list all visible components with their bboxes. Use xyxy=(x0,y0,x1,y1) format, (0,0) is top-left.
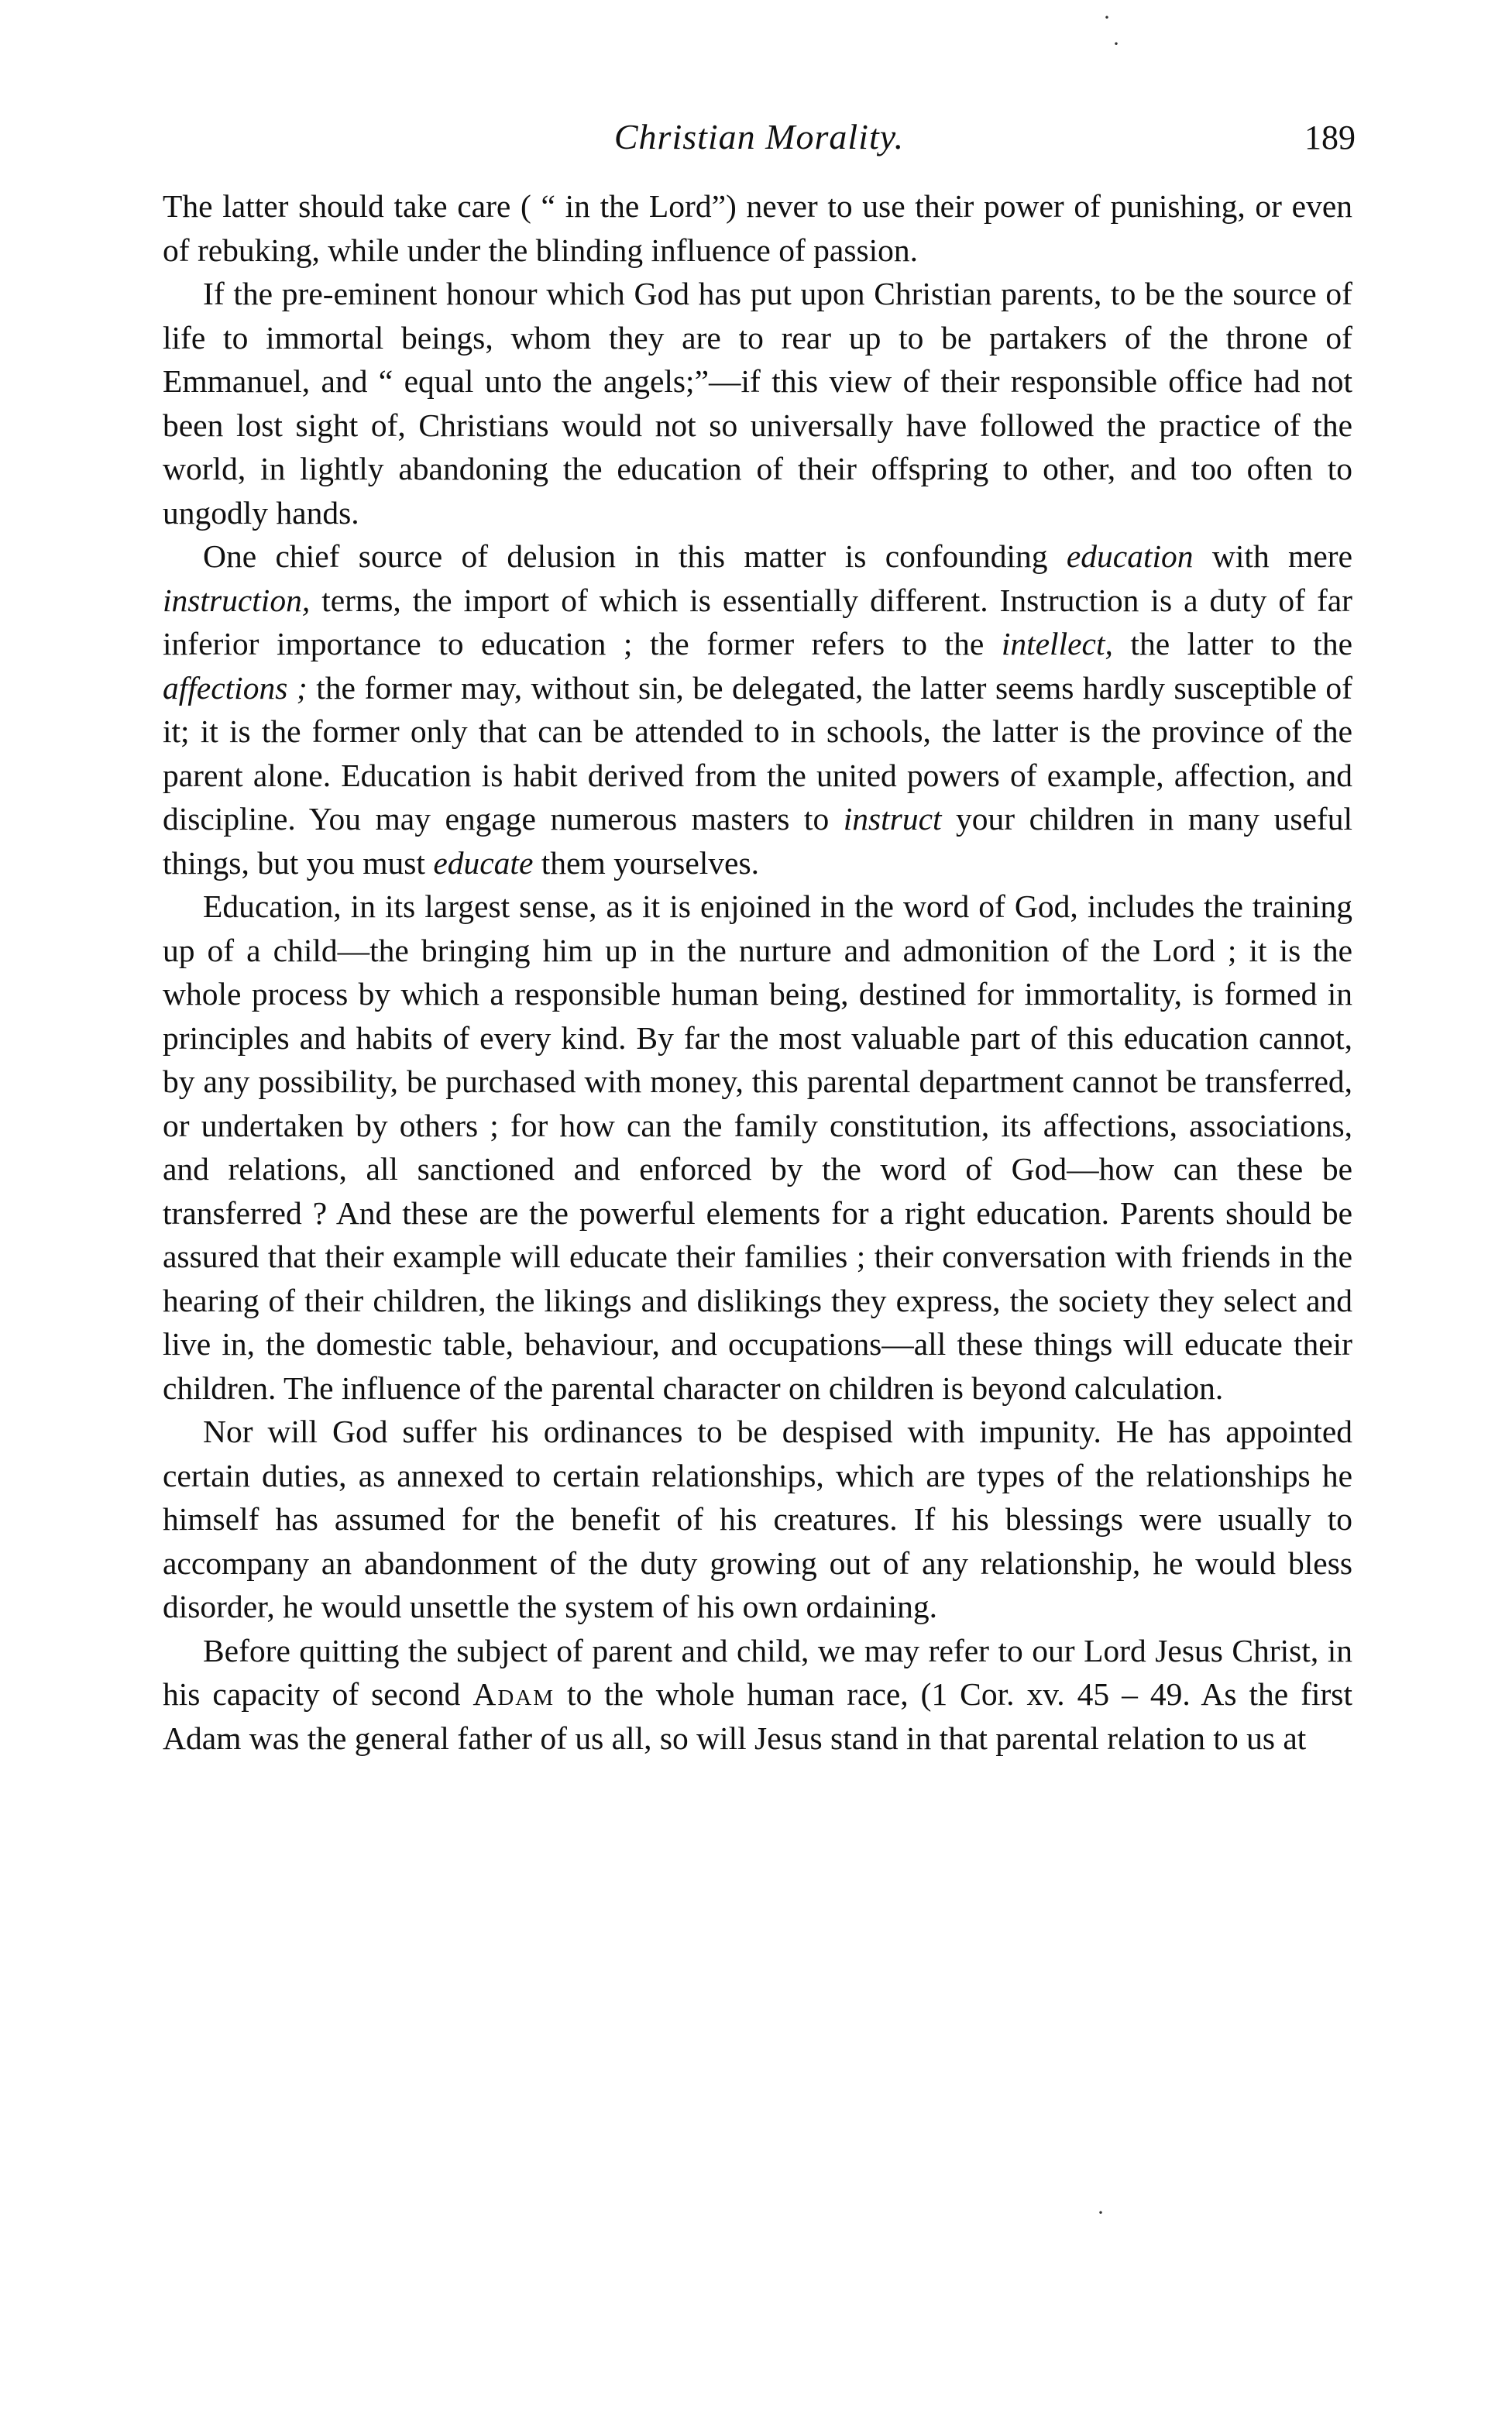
paragraph-1: The latter should take care ( “ in the Lord”) never to use their power of punishing, or even of rebuking, while under the blinding influence of passion. xyxy=(163,188,1352,268)
page-number: 189 xyxy=(1304,119,1356,156)
paragraph-6 xyxy=(163,1629,1352,1761)
paragraph-3-text: terms, the import of which is essentially different. Instruction is a duty of far inferior importance to education ; the former refers to the xyxy=(163,582,1352,662)
paragraph-5: Nor will God suffer his ordinances to be despised with impunity. He has appointed certain duties, as annexed to certain relationships, which are types of the relationships he himself has assumed for the benefit of his creatures. If his blessings were usually to accompany an abandonment of the duty growing out of any relationship, he would bless disorder, he would unsettle the system of his own ordaining. xyxy=(163,1414,1352,1624)
paragraph-3-text: the latter to the xyxy=(1112,626,1352,662)
small-caps-adam: Adam xyxy=(472,1676,555,1712)
paragraph-3-text: One chief source of delusion in this matter is confounding xyxy=(203,538,1067,574)
italic-instruct: instruct xyxy=(843,801,942,837)
italic-intellect: intellect, xyxy=(1001,626,1113,662)
paragraph-4: Education, in its largest sense, as it is enjoined in the word of God, includes the training up of a child—the bringing him up in the nurture and admonition of the Lord ; it is the whole process by which a responsible human being, destined for immortality, is formed in principles and habits of every kind. By far the most valuable part of this education cannot, by any possibility, be purchased with money, this parental department cannot be transferred, or undertaken by others ; for how can the family constitution, its affections, associations, and relations, all sanctioned and enforced by the word of God—how can these be transferred ? And these are the powerful elements for a right education. Parents should be assured that their example will educate their families ; their conversation with friends in the hearing of their children, the likings and dislikings they express, the society they select and live in, the domestic table, behaviour, and occupations—all these things will educate their children. The influence of the parental character on children is beyond calculation. xyxy=(163,888,1352,1406)
paragraph-3-text: with mere xyxy=(1193,538,1352,574)
paragraph-6-text: to the whole human race, (1 Cor. xv. 45 – 49. As the first Adam was the general father of us all, so will Jesus stand in that parental relation to us at xyxy=(163,1676,1352,1756)
speck-mark: · xyxy=(1103,5,1111,30)
italic-educate: educate xyxy=(433,844,534,881)
speck-mark: · xyxy=(1097,2200,1105,2225)
paragraph-3 xyxy=(163,534,1352,885)
italic-affections: affections ; xyxy=(163,669,308,706)
paragraph-2: If the pre-eminent honour which God has put upon Christian parents, to be the source of life to immortal beings, whom they are to rear up to be partakers of the throne of Emmanuel, and “ equal unto the angels;”—if this view of their responsible office had not been lost sight of, Christians would not so universally have followed the practice of the world, in lightly abandoning the education of their offspring to other, and too often to ungodly hands. xyxy=(163,276,1352,531)
paragraph-3-text: them yourselves. xyxy=(533,844,759,881)
italic-instruction: instruction, xyxy=(163,582,311,618)
paragraph-3-text: your children in many useful things, but you must xyxy=(163,801,1352,881)
paragraph-3-text: the former may, without sin, be delegated, the latter seems hardly susceptible of it; it is the former only that can be attended to in schools, the latter is the province of the parent alone. Education is habit derived from the united powers of example, affection, and discipline. You may engage numerous masters to xyxy=(163,669,1353,837)
italic-education: education xyxy=(1066,538,1194,574)
page-header xyxy=(163,116,1356,166)
speck-mark: · xyxy=(1112,31,1120,57)
body-text xyxy=(163,184,1352,1760)
running-title: Christian Morality. xyxy=(613,117,905,156)
paragraph-6-text: Before quitting the subject of parent and child, we may refer to our Lord Jesus Christ, in his capacity of second xyxy=(163,1632,1352,1712)
